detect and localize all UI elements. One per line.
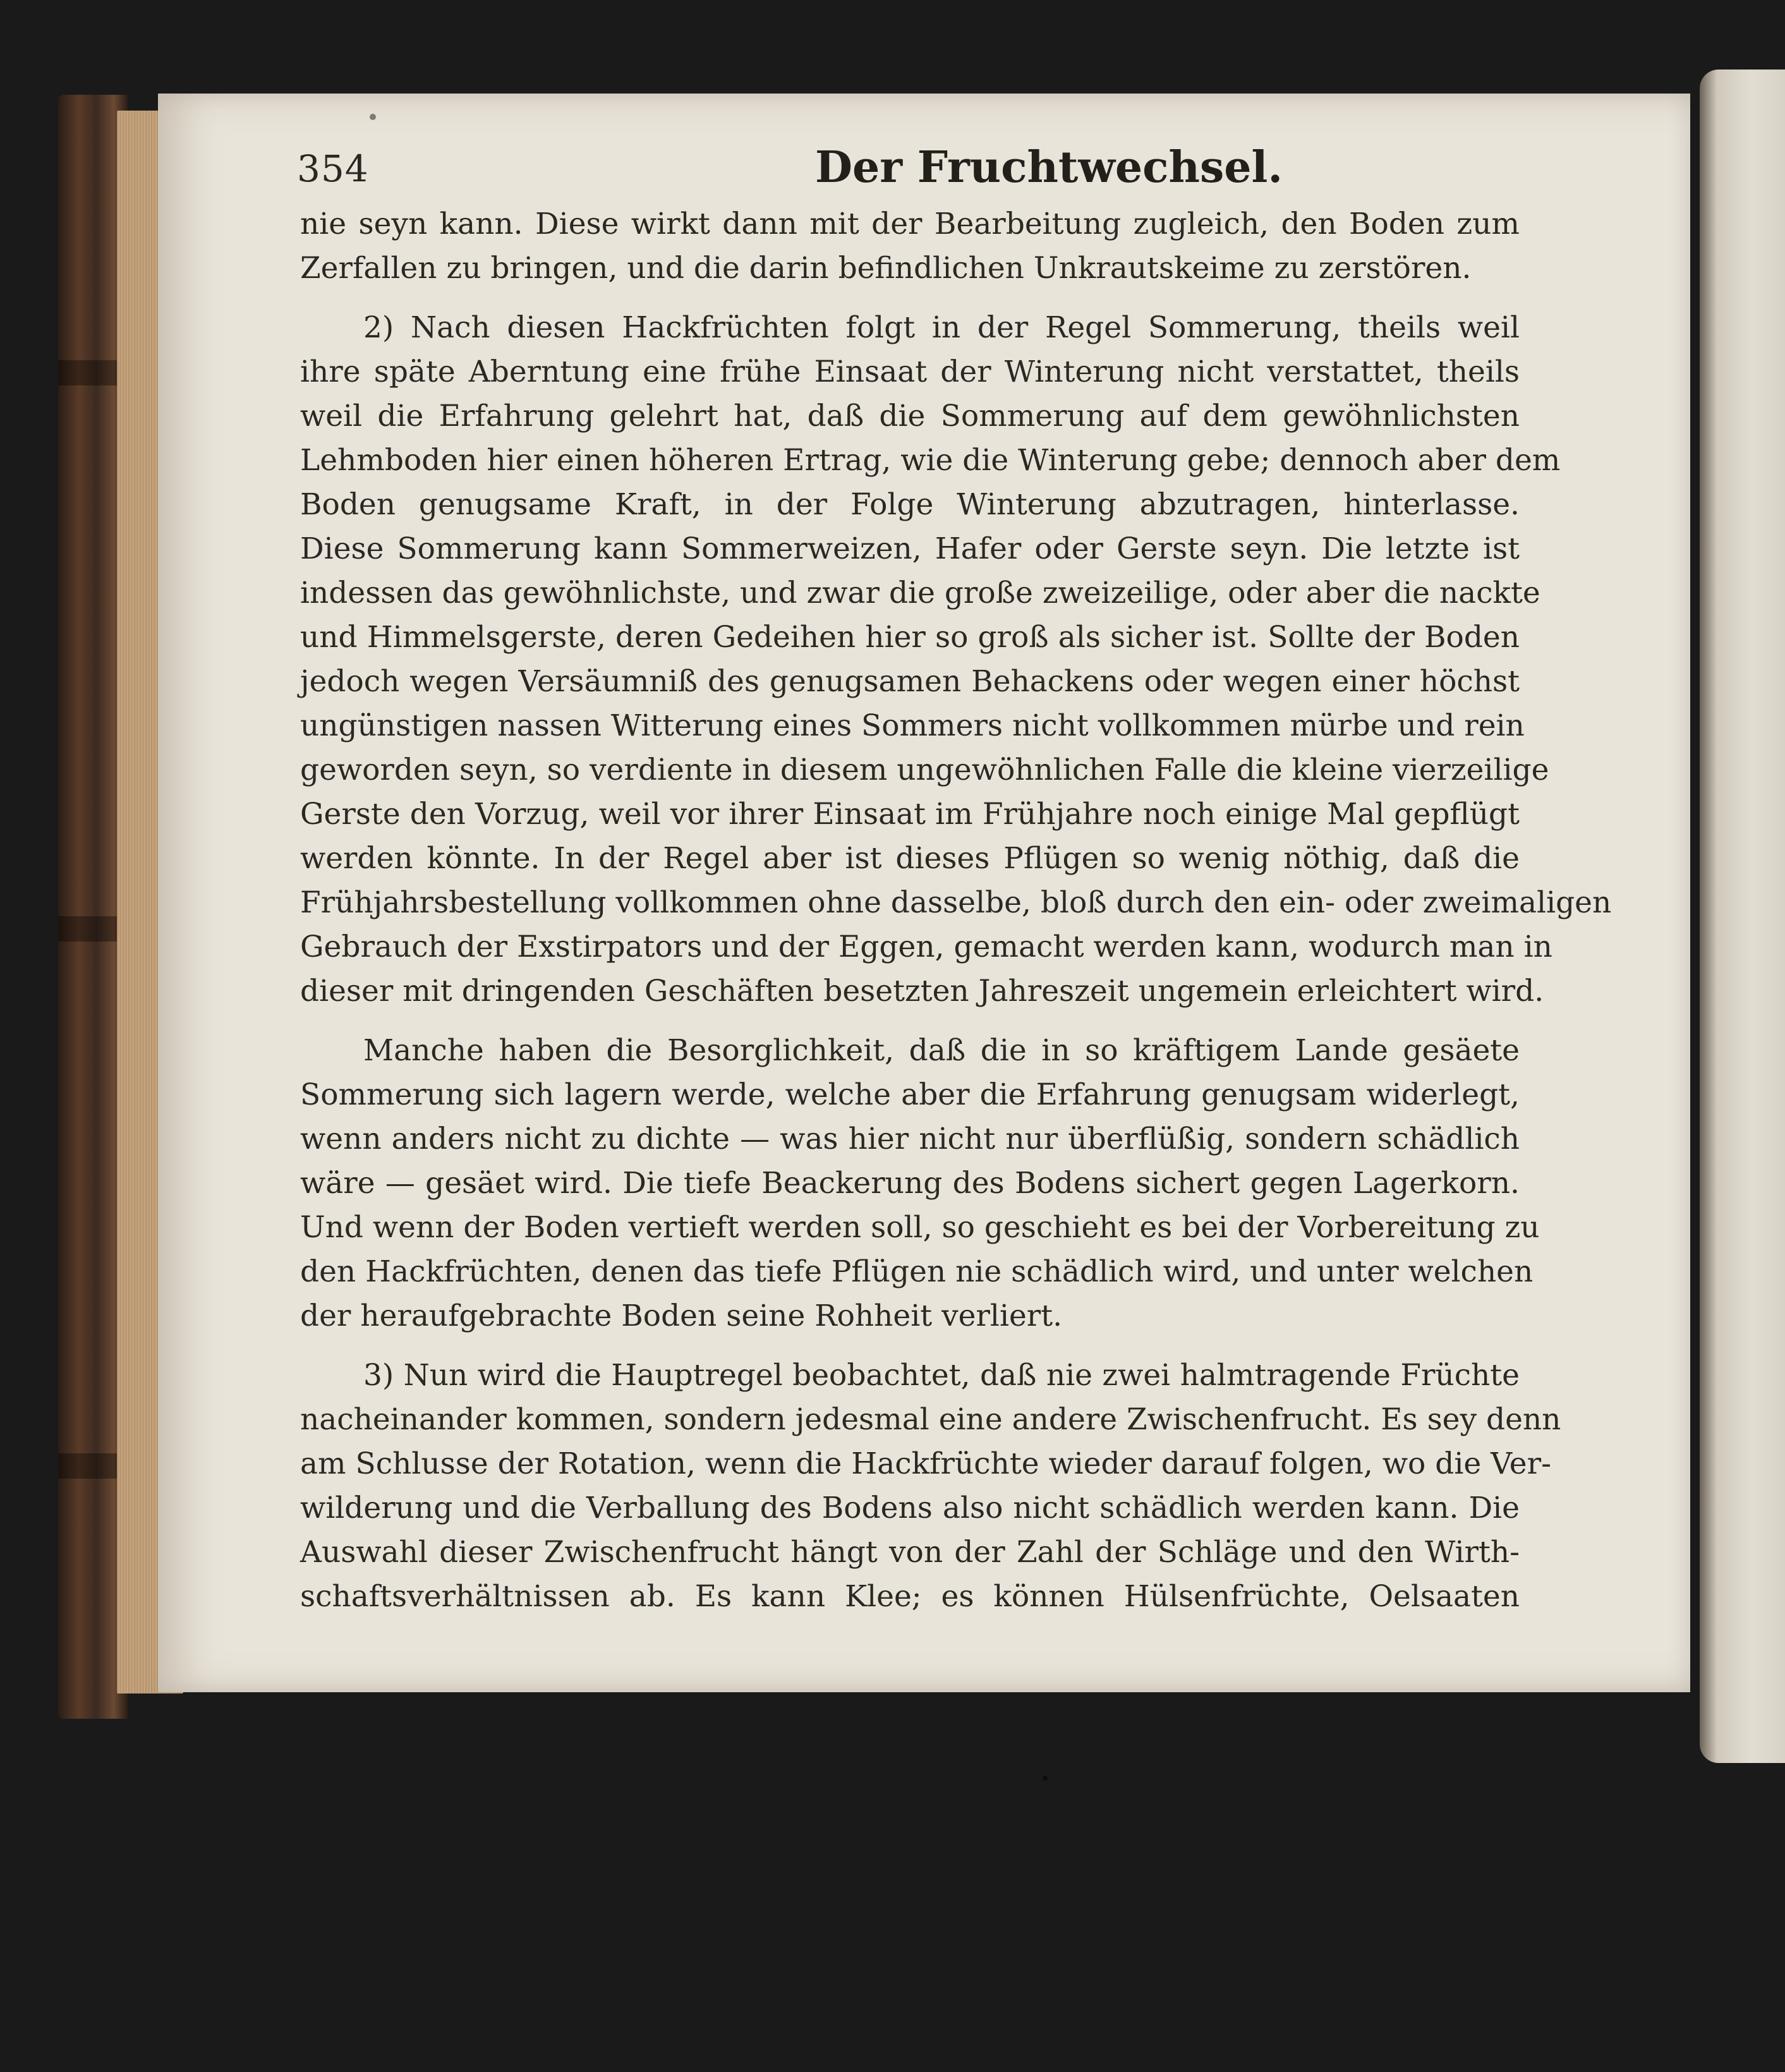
text-line: wilderung und die Verballung des Bodens also nicht schädlich werden kann. Die: [300, 1491, 1520, 1525]
text-line: weil die Erfahrung gelehrt hat, daß die Sommerung auf dem gewöhnlichsten: [300, 399, 1520, 433]
facing-page-edge: [1700, 70, 1785, 1763]
paragraph: [300, 1354, 1561, 1619]
text-line: nie seyn kann. Diese wirkt dann mit der Bearbeitung zugleich, den Boden zum: [300, 207, 1520, 241]
text-line: dieser mit dringenden Geschäften besetzten Jahreszeit ungemein erleichtert wird.: [300, 974, 1544, 1009]
text-line: geworden seyn, so verdiente in diesem ungewöhnlichen Falle die kleine vierzeilige: [300, 753, 1549, 787]
text-line: Gebrauch der Exstirpators und der Eggen, gemacht werden kann, wodurch man in: [300, 930, 1552, 964]
text-line: Manche haben die Besorglichkeit, daß die in so kräftigem Lande gesäete: [363, 1033, 1520, 1068]
text-line: ihre späte Aberntung eine frühe Einsaat der Winterung nicht verstattet, theils: [300, 354, 1520, 389]
text-line: 3) Nun wird die Hauptregel beobachtet, daß nie zwei halmtragende Früchte: [363, 1358, 1520, 1393]
text-line: Und wenn der Boden vertieft werden soll, so geschieht es bei der Vorbereitung zu: [300, 1210, 1540, 1245]
paragraph: [300, 202, 1520, 291]
text-line: und Himmelsgerste, deren Gedeihen hier so groß als sicher ist. Sollte der Boden: [300, 620, 1520, 655]
text-line: Frühjahrsbestellung vollkommen ohne dasselbe, bloß durch den ein- oder zweimaligen: [300, 885, 1612, 920]
running-title: Der Fruchtwechsel.: [815, 142, 1283, 193]
text-line: wäre — gesäet wird. Die tiefe Beackerung des Bodens sichert gegen Lagerkorn.: [300, 1166, 1520, 1201]
text-line: wenn anders nicht zu dichte — was hier nicht nur überflüßig, sondern schädlich: [300, 1122, 1520, 1156]
text-line: werden könnte. In der Regel aber ist dieses Pflügen so wenig nöthig, daß die: [300, 841, 1520, 876]
text-line: nacheinander kommen, sondern jedesmal eine andere Zwischenfrucht. Es sey denn: [300, 1402, 1561, 1437]
text-line: Lehmboden hier einen höheren Ertrag, wie die Winterung gebe; dennoch aber dem: [300, 443, 1561, 478]
text-line: jedoch wegen Versäumniß des genugsamen Behackens oder wegen einer höchst: [300, 664, 1520, 699]
text-line: Zerfallen zu bringen, und die darin befindlichen Unkrautskeime zu zerstören.: [300, 251, 1472, 286]
text-line: Sommerung sich lagern werde, welche aber die Erfahrung genugsam widerlegt,: [300, 1077, 1520, 1112]
text-line: am Schlusse der Rotation, wenn die Hackfrüchte wieder darauf folgen, wo die Ver-: [300, 1446, 1551, 1481]
text-line: indessen das gewöhnlichste, und zwar die große zweizeilige, oder aber die nackte: [300, 576, 1540, 610]
ink-speck: [370, 114, 376, 120]
text-line: der heraufgebrachte Boden seine Rohheit verliert.: [300, 1299, 1063, 1333]
paragraph: [300, 306, 1612, 1014]
text-line: Gerste den Vorzug, weil vor ihrer Einsaat im Frühjahre noch einige Mal gepflügt: [300, 797, 1520, 832]
text-line: den Hackfrüchten, denen das tiefe Pflügen nie schädlich wird, und unter welchen: [300, 1254, 1534, 1289]
text-line: Diese Sommerung kann Sommerweizen, Hafer oder Gerste seyn. Die letzte ist: [300, 531, 1520, 566]
ink-speck: [1043, 1776, 1048, 1781]
text-line: Auswahl dieser Zwischenfrucht hängt von der Zahl der Schläge und den Wirth-: [300, 1535, 1520, 1570]
text-line: Boden genugsame Kraft, in der Folge Winterung abzutragen, hinterlasse.: [300, 487, 1520, 522]
text-line: 2) Nach diesen Hackfrüchten folgt in der Regel Sommerung, theils weil: [363, 310, 1520, 345]
page-body: [300, 202, 1612, 1619]
text-line: ungünstigen nassen Witterung eines Sommers nicht vollkommen mürbe und rein: [300, 708, 1525, 743]
text-line: schaftsverhältnissen ab. Es kann Klee; es können Hülsenfrüchte, Oelsaaten: [300, 1579, 1520, 1614]
page-number: 354: [297, 147, 369, 190]
paragraph: [300, 1029, 1540, 1338]
